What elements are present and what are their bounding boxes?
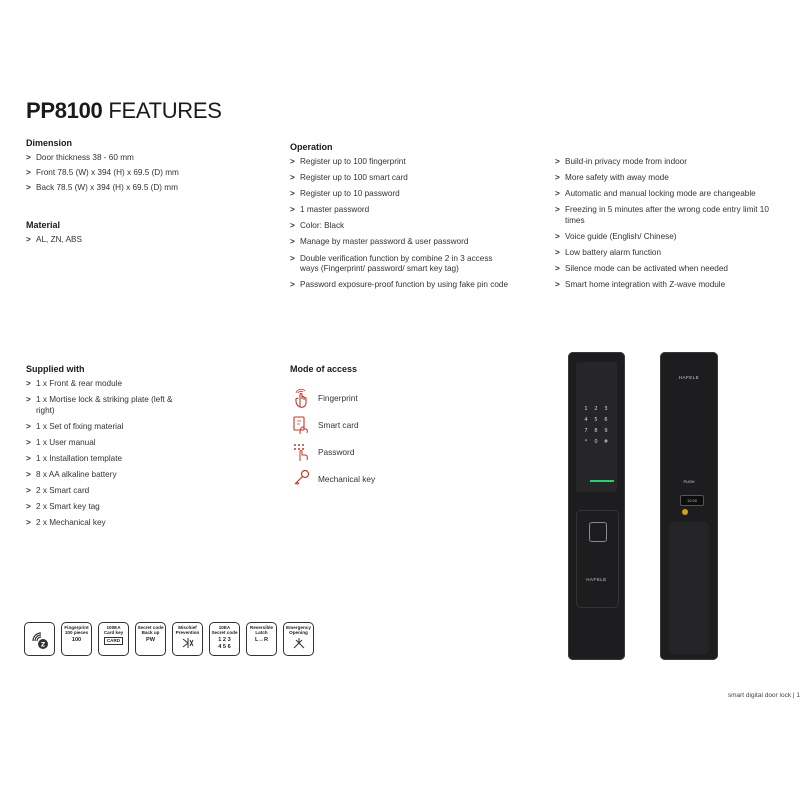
material-section [26, 220, 266, 251]
list-item: > Register up to 100 smart card [290, 173, 510, 184]
features-section [555, 157, 770, 296]
smart-card-icon [290, 414, 312, 436]
supplied-heading: Supplied with [26, 364, 85, 374]
brand-logo-back: HAFELE [678, 375, 700, 380]
list-item: > Register up to 10 password [290, 189, 510, 200]
svg-text:7: 7 [584, 428, 588, 434]
list-item: > 1 master password [290, 205, 510, 216]
list-item: > 1 x Mortise lock & striking plate (left & right) [26, 395, 176, 416]
access-section [290, 364, 490, 492]
svg-text:0: 0 [594, 439, 598, 445]
list-item: > Silence mode can be activated when needed [555, 264, 770, 275]
access-label: Mechanical key [318, 473, 376, 484]
icon-caption: Opening [289, 630, 308, 635]
icon-value: 1 2 3 [218, 637, 231, 643]
front-handle [576, 510, 619, 608]
access-heading: Mode of access [290, 364, 358, 374]
list-item: > Color: Black [290, 221, 510, 232]
icon-value: CARD [104, 637, 123, 645]
icon-caption: 100 pieces [64, 630, 89, 635]
svg-text:4: 4 [584, 417, 588, 423]
title-rest: FEATURES [108, 98, 222, 123]
icon-caption: Secret code [137, 625, 164, 630]
icon-caption: Prevention [175, 630, 200, 635]
brand-logo: HAFELE [586, 577, 607, 582]
icon-caption: Card key [103, 630, 124, 635]
list-item: > 1 x Installation template [26, 454, 226, 465]
access-item-mechanical-key [290, 465, 490, 492]
operation-heading: Operation [290, 142, 333, 152]
battery-cover [669, 522, 709, 654]
material-list [26, 235, 266, 246]
icon-caption: Mischief [178, 625, 197, 630]
access-label: Fingerprint [318, 392, 358, 403]
access-label: Password [318, 446, 355, 457]
list-item: > Low battery alarm function [555, 248, 770, 259]
svg-text:6: 6 [604, 417, 608, 423]
icon-value: L↔R [254, 637, 269, 643]
icon-caption: Reversible [249, 625, 274, 630]
icon-caption: Secret code [211, 630, 238, 635]
icon-caption: 10EA [218, 625, 231, 630]
list-item: > Automatic and manual locking mode are changeable [555, 189, 770, 200]
list-item: > 1 x User manual [26, 438, 226, 449]
lock-front-image [568, 352, 625, 660]
icon-caption: Latch [255, 630, 268, 635]
feature-icons-row [24, 622, 314, 656]
list-item: > Password exposure-proof function by using fake pin code [290, 280, 510, 291]
svg-text:#: # [603, 439, 609, 445]
supplied-section [26, 364, 226, 534]
model-name: PP8100 [26, 98, 103, 123]
page-footer: smart digital door lock | 1 [727, 692, 800, 699]
fingerprint-100-icon [61, 622, 92, 656]
list-item: > Back 78.5 (W) x 394 (H) x 69.5 (D) mm [26, 183, 266, 194]
dimension-section [26, 138, 266, 197]
icon-value-2: 4 5 6 [218, 644, 231, 650]
svg-text:*: * [584, 439, 588, 445]
list-item: > Door thickness 38 - 60 mm [26, 153, 266, 164]
status-display: 12:00 [680, 495, 704, 506]
z-wave-icon [24, 622, 55, 656]
list-item: > Front 78.5 (W) x 394 (H) x 69.5 (D) mm [26, 168, 266, 179]
push-label: PUSH [683, 479, 695, 484]
list-item: > 8 x AA alkaline battery [26, 470, 226, 481]
features-list [555, 157, 770, 291]
list-item: > More safety with away mode [555, 173, 770, 184]
list-item: > Register up to 100 fingerprint [290, 157, 510, 168]
access-item-password [290, 438, 490, 465]
card-key-icon [98, 622, 129, 656]
icon-caption: Back up [141, 630, 160, 635]
list-item: > AL, ZN, ABS [26, 235, 266, 246]
icon-value: PW [145, 637, 155, 643]
lock-back-image [660, 352, 718, 660]
fingerprint-icon [290, 387, 312, 409]
emergency-opening-icon [283, 622, 314, 656]
list-item: > Build-in privacy mode from indoor [555, 157, 770, 168]
icon-value: 100 [71, 637, 82, 643]
access-item-fingerprint [290, 384, 490, 411]
list-item: > 1 x Front & rear module [26, 379, 226, 390]
mischief-prevention-icon [172, 622, 203, 656]
svg-text:9: 9 [604, 428, 608, 434]
list-item: > Manage by master password & user password [290, 237, 510, 248]
svg-text:5: 5 [594, 417, 598, 423]
icon-caption: 100EA [106, 625, 121, 630]
svg-text:8: 8 [594, 428, 598, 434]
list-item: > Freezing in 5 minutes after the wrong code entry limit 10 times [555, 205, 770, 226]
svg-text:2: 2 [594, 406, 598, 412]
keypad-icon [290, 441, 312, 463]
secret-code-icon [209, 622, 240, 656]
icon-caption: Emergency [286, 625, 311, 630]
list-item: > 2 x Smart key tag [26, 502, 226, 513]
operation-section [290, 142, 510, 296]
list-item: > 2 x Mechanical key [26, 518, 226, 529]
access-item-smart-card [290, 411, 490, 438]
page-title [26, 98, 222, 124]
icon-caption: Fingerprint [64, 625, 89, 630]
material-heading: Material [26, 220, 61, 230]
reversible-latch-icon [246, 622, 277, 656]
svg-text:1: 1 [584, 406, 588, 412]
status-led [682, 509, 688, 515]
operation-list [290, 157, 510, 291]
list-item: > Smart home integration with Z-wave module [555, 280, 770, 291]
svg-text:3: 3 [604, 406, 608, 412]
key-icon [290, 468, 312, 490]
svg-text:Z: Z [40, 641, 45, 649]
secret-code-backup-icon [135, 622, 166, 656]
dimension-list [26, 153, 266, 193]
keypad-digits-icon [576, 362, 617, 492]
list-item: > Voice guide (English/ Chinese) [555, 232, 770, 243]
dimension-heading: Dimension [26, 138, 73, 148]
supplied-list [26, 379, 226, 529]
access-label: Smart card [318, 419, 359, 430]
list-item: > Double verification function by combine 2 in 3 access ways (Fingerprint/ password/ smart key tag) [290, 254, 510, 275]
list-item: > 2 x Smart card [26, 486, 226, 497]
keypad-panel [576, 362, 617, 492]
list-item: > 1 x Set of fixing material [26, 422, 226, 433]
